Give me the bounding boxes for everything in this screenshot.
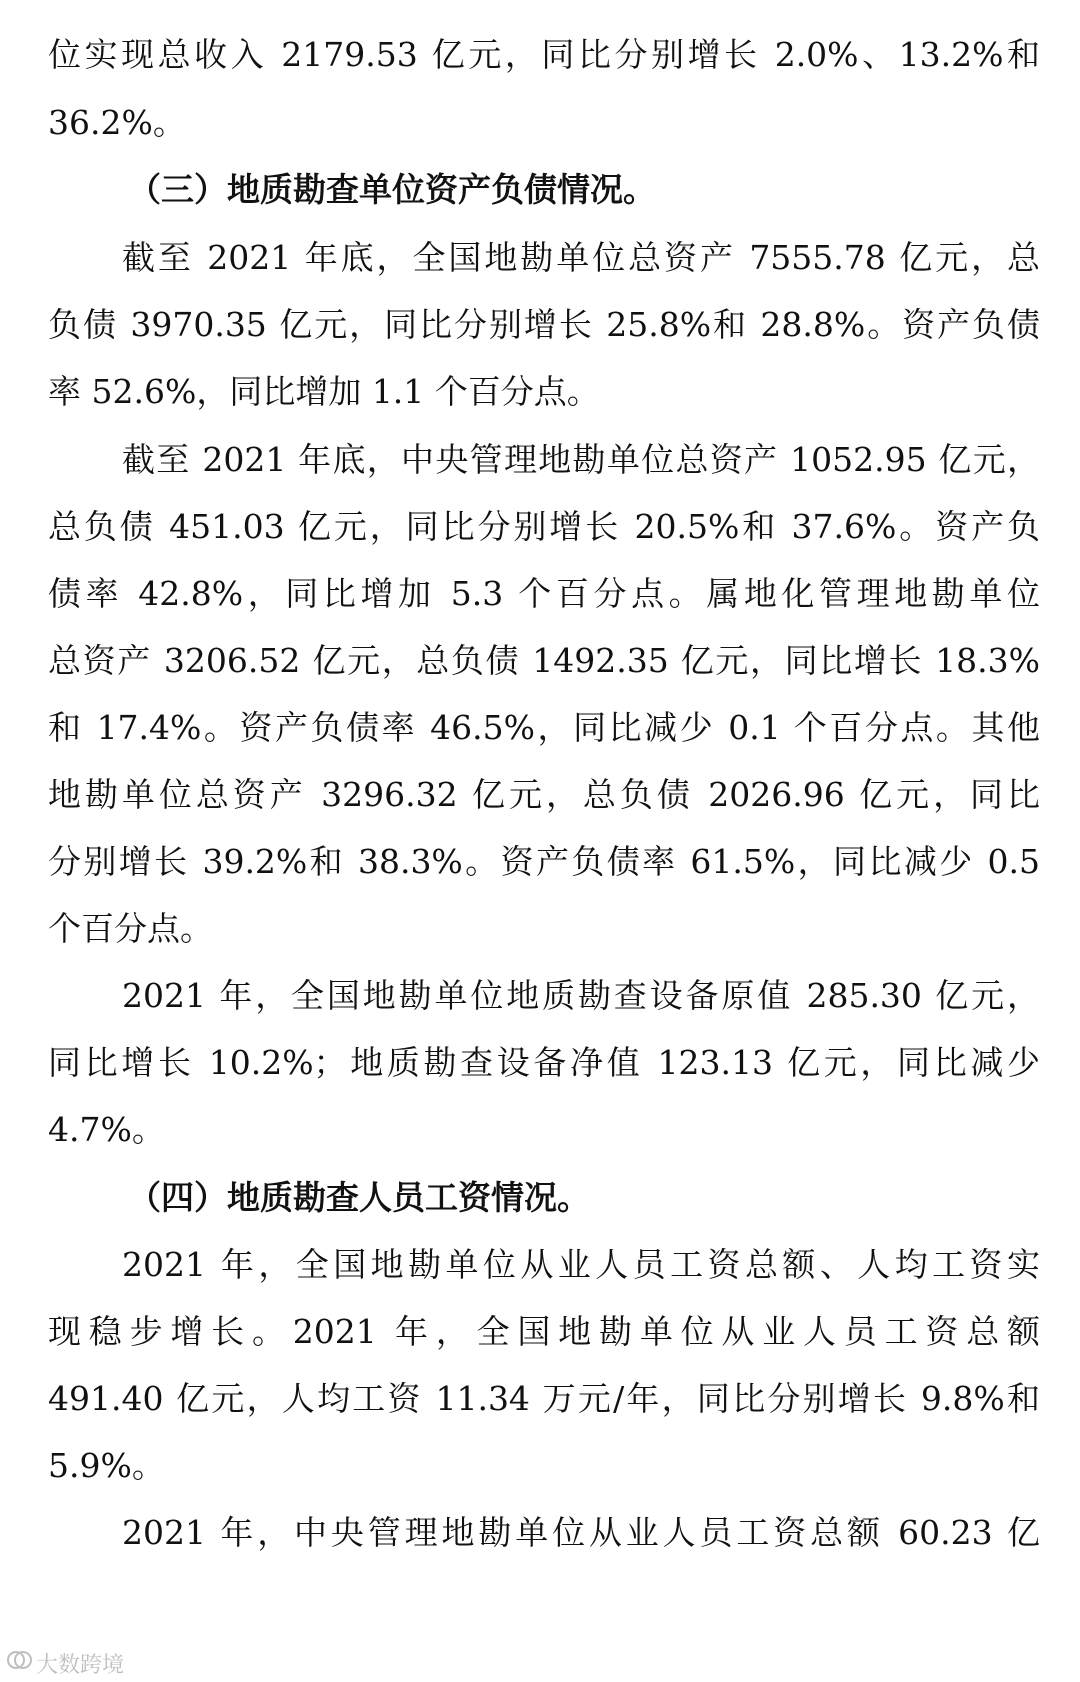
- section-heading-wages: （四）地质勘查人员工资情况。: [128, 1178, 590, 1217]
- paragraph-line: 债率 42.8%，同比增加 5.3 个百分点。属地化管理地勘单位: [48, 574, 1040, 613]
- paragraph-line: 和 17.4%。资产负债率 46.5%，同比减少 0.1 个百分点。其他: [48, 708, 1040, 747]
- paragraph-line: 同比增长 10.2%；地质勘查设备净值 123.13 亿元，同比减少: [48, 1043, 1040, 1082]
- brand-logo-icon: [6, 1647, 36, 1679]
- paragraph-line: 36.2%。: [48, 103, 186, 142]
- paragraph-line: 个百分点。: [48, 909, 213, 948]
- paragraph-line: 率 52.6%，同比增加 1.1 个百分点。: [48, 372, 600, 411]
- paragraph-line: 总资产 3206.52 亿元，总负债 1492.35 亿元，同比增长 18.3%: [48, 641, 1040, 680]
- paragraph-line: 2021 年，全国地勘单位地质勘查设备原值 285.30 亿元，: [122, 976, 1040, 1015]
- paragraph-line: 地勘单位总资产 3296.32 亿元，总负债 2026.96 亿元，同比: [48, 775, 1040, 814]
- paragraph-line: 负债 3970.35 亿元，同比分别增长 25.8%和 28.8%。资产负债: [48, 305, 1040, 344]
- paragraph-line: 5.9%。: [48, 1446, 165, 1485]
- watermark: [6, 1648, 124, 1678]
- paragraph-line: 分别增长 39.2%和 38.3%。资产负债率 61.5%，同比减少 0.5: [48, 842, 1040, 881]
- paragraph-line: 总负债 451.03 亿元，同比分别增长 20.5%和 37.6%。资产负: [48, 507, 1040, 546]
- paragraph-line: 截至 2021 年底，全国地勘单位总资产 7555.78 亿元，总: [122, 238, 1040, 277]
- paragraph-line: 现稳步增长。2021 年，全国地勘单位从业人员工资总额: [48, 1312, 1040, 1351]
- section-heading-assets-liabilities: （三）地质勘查单位资产负债情况。: [128, 170, 656, 209]
- paragraph-line: 2021 年，中央管理地勘单位从业人员工资总额 60.23 亿: [122, 1513, 1040, 1552]
- paragraph-line: 位实现总收入 2179.53 亿元，同比分别增长 2.0%、13.2%和: [48, 35, 1040, 74]
- watermark-text: 大数跨境: [36, 1652, 125, 1678]
- paragraph-line: 4.7%。: [48, 1110, 165, 1149]
- paragraph-line: 491.40 亿元，人均工资 11.34 万元/年，同比分别增长 9.8%和: [48, 1379, 1040, 1418]
- paragraph-line: 2021 年，全国地勘单位从业人员工资总额、人均工资实: [122, 1245, 1040, 1284]
- paragraph-line: 截至 2021 年底，中央管理地勘单位总资产 1052.95 亿元，: [122, 440, 1040, 479]
